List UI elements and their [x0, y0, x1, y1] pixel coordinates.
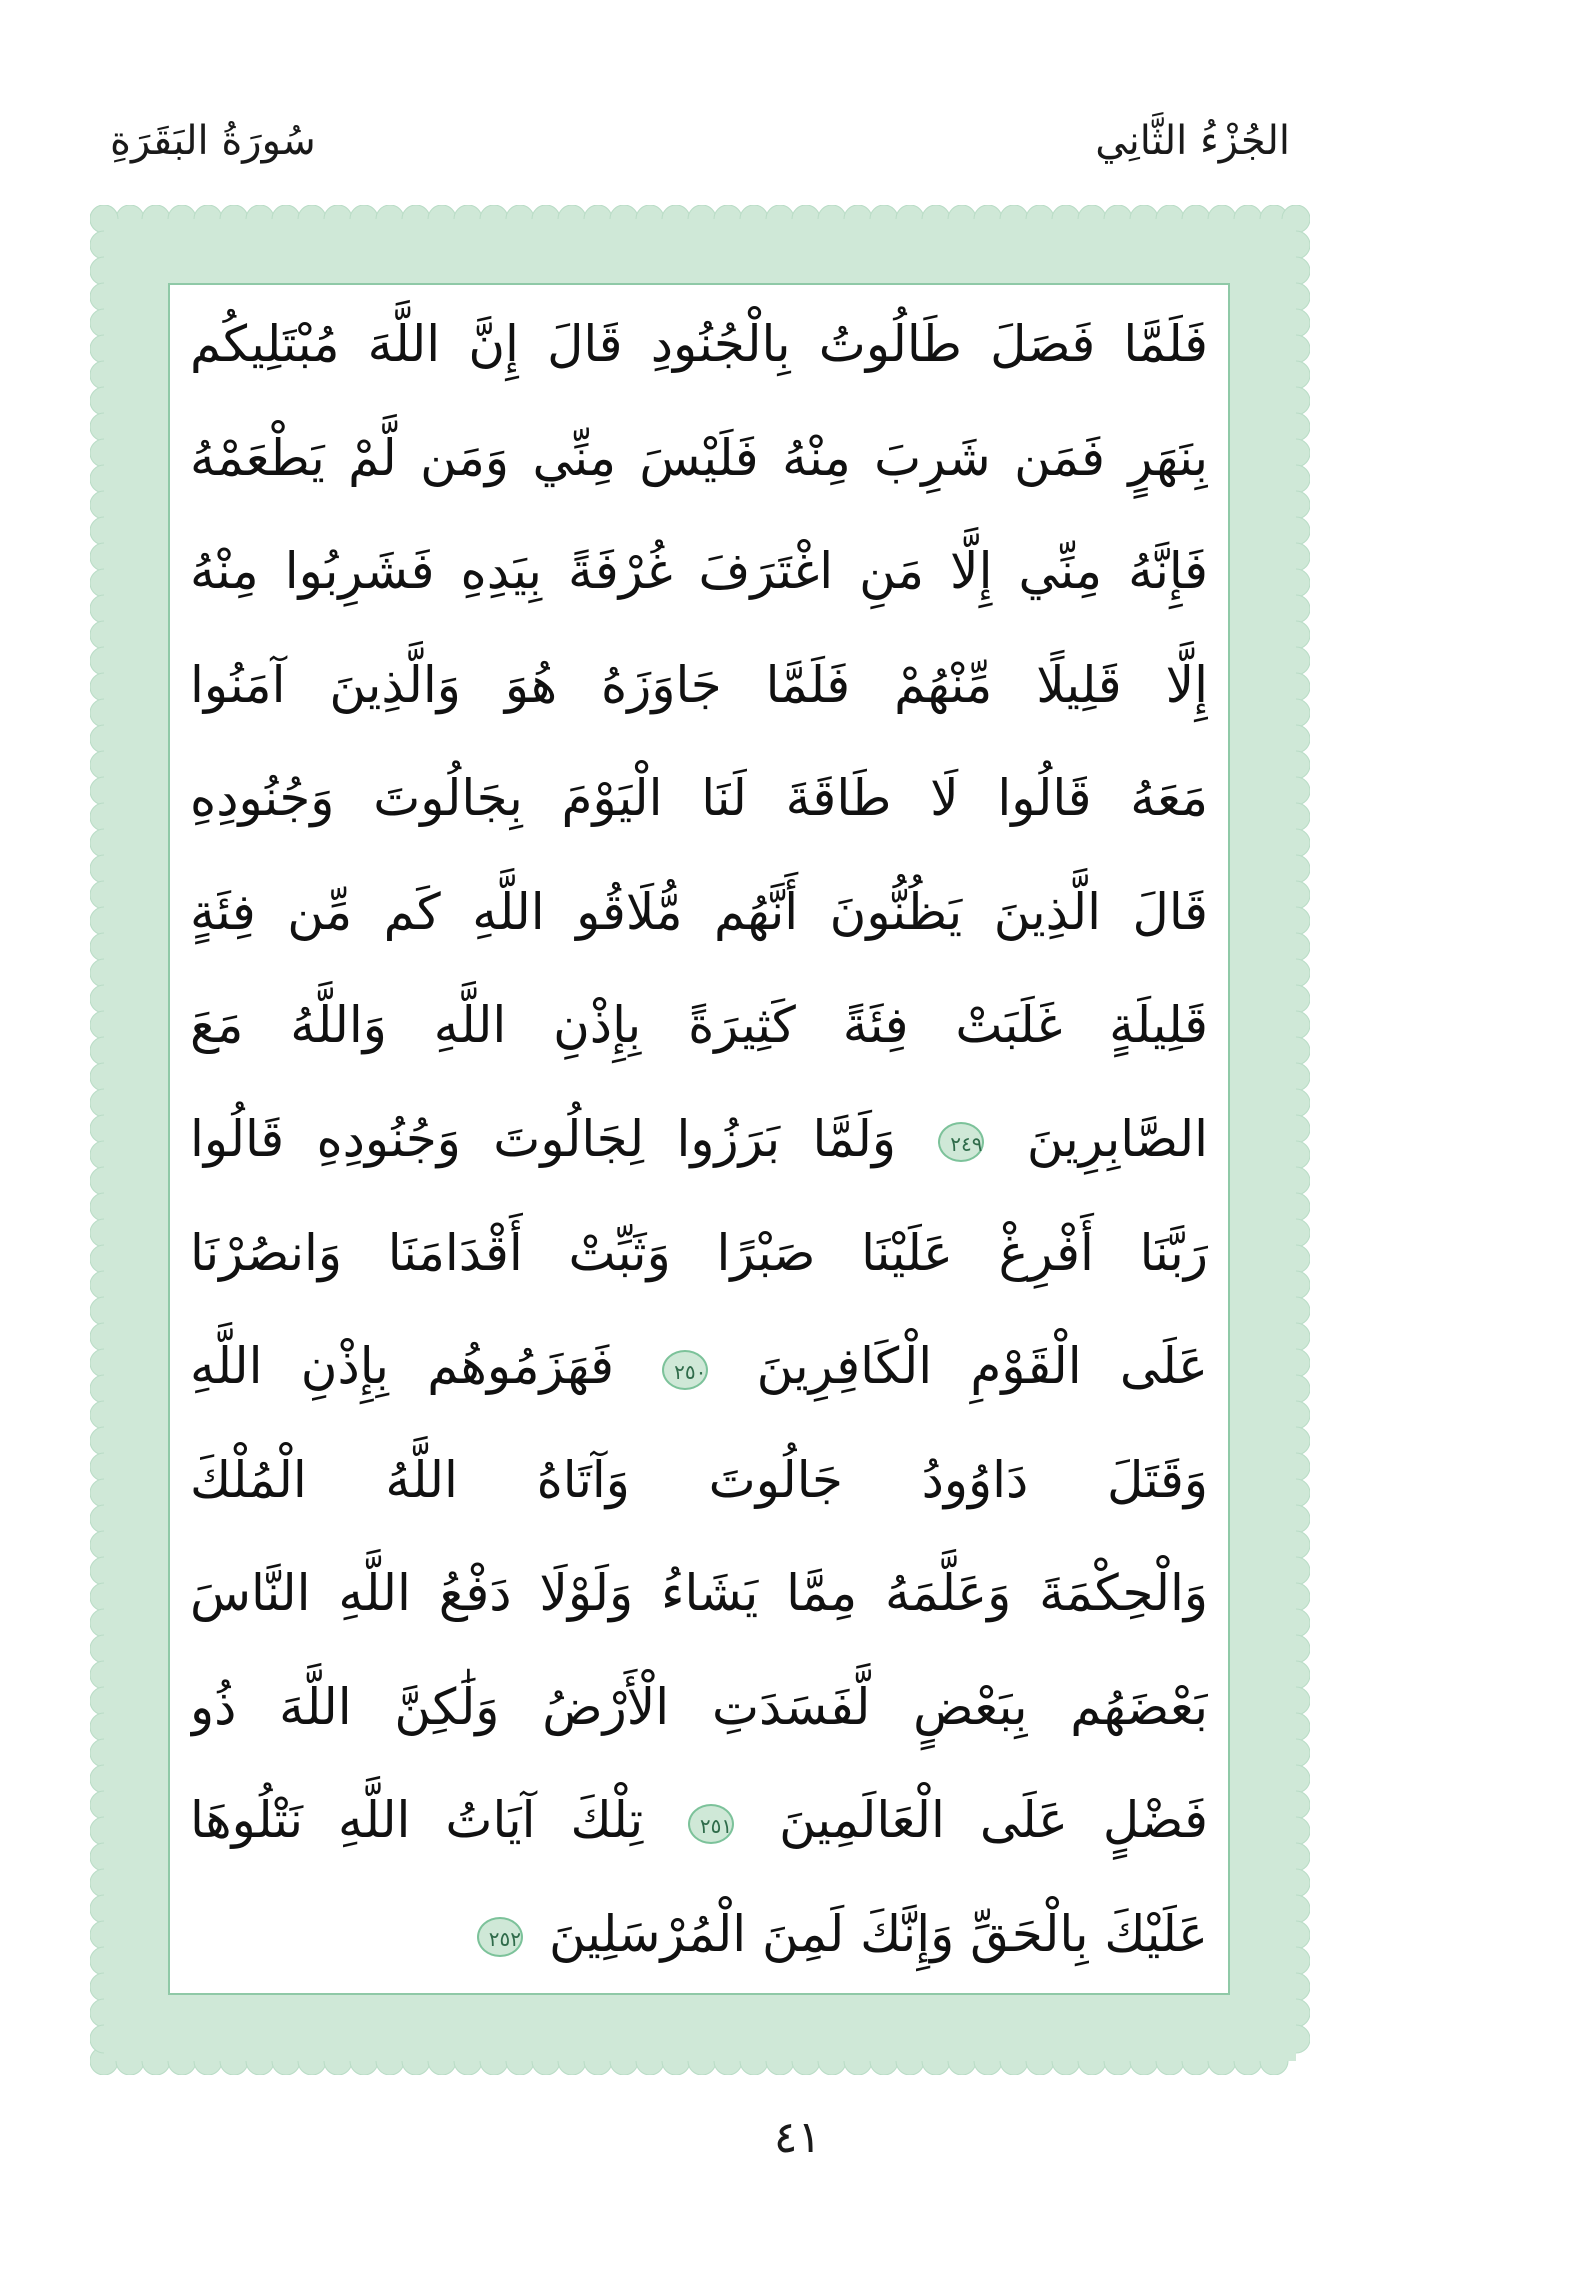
ayah-number-marker: ٢٥١ — [688, 1804, 734, 1844]
line-text-after: وَلَمَّا بَرَزُوا لِجَالُوتَ وَجُنُودِهِ قَالُوا — [190, 1109, 897, 1168]
page-number: ٤١ — [773, 2112, 822, 2163]
ayah-line — [190, 638, 1208, 732]
line-text: قَلِيلَةٍ غَلَبَتْ فِئَةً كَثِيرَةً بِإِذْنِ اللَّهِ وَاللَّهُ مَعَ — [190, 996, 1208, 1055]
line-text-before: عَلَى الْقَوْمِ الْكَافِرِينَ — [756, 1337, 1208, 1396]
page-header — [0, 118, 1595, 188]
ayah-number-marker: ٢٥٢ — [477, 1917, 523, 1957]
ayah-line — [190, 1546, 1208, 1640]
line-text-after: تِلْكَ آيَاتُ اللَّهِ نَتْلُوهَا — [190, 1791, 644, 1850]
surah-name: سُورَةُ البَقَرَةِ — [110, 118, 316, 164]
ayah-number-marker: ٢٥٠ — [662, 1350, 708, 1390]
line-text: فَلَمَّا فَصَلَ طَالُوتُ بِالْجُنُودِ قَالَ إِنَّ اللَّهَ مُبْتَلِيكُم — [190, 315, 1208, 373]
ayah-line — [190, 1887, 1208, 1981]
ayah-line — [190, 978, 1208, 1072]
line-text-after: فَهَزَمُوهُم بِإِذْنِ اللَّهِ — [190, 1337, 615, 1396]
ayah-line — [190, 411, 1208, 505]
ayah-line — [190, 1319, 1208, 1413]
line-text-before: عَلَيْكَ بِالْحَقِّ وَإِنَّكَ لَمِنَ الْمُرْسَلِينَ — [548, 1904, 1208, 1963]
line-text: وَالْحِكْمَةَ وَعَلَّمَهُ مِمَّا يَشَاءُ وَلَوْلَا دَفْعُ اللَّهِ النَّاسَ — [190, 1564, 1208, 1623]
ayah-line — [190, 1773, 1208, 1867]
line-text: فَإِنَّهُ مِنِّي إِلَّا مَنِ اغْتَرَفَ غُرْفَةً بِيَدِهِ فَشَرِبُوا مِنْهُ — [190, 542, 1208, 601]
ayah-line — [190, 297, 1208, 391]
ayah-line — [190, 1092, 1208, 1186]
ayah-lines — [190, 297, 1208, 1981]
line-text: إِلَّا قَلِيلًا مِّنْهُمْ فَلَمَّا جَاوَزَهُ هُوَ وَالَّذِينَ آمَنُوا — [190, 655, 1208, 714]
mushaf-frame — [90, 205, 1310, 2075]
line-text-before: فَضْلٍ عَلَى الْعَالَمِينَ — [779, 1791, 1208, 1850]
line-text-before: الصَّابِرِينَ — [1026, 1109, 1208, 1168]
line-text: مَعَهُ قَالُوا لَا طَاقَةَ لَنَا الْيَوْمَ بِجَالُوتَ وَجُنُودِهِ — [190, 769, 1208, 828]
text-panel — [168, 283, 1230, 1995]
line-text: بَعْضَهُم بِبَعْضٍ لَّفَسَدَتِ الْأَرْضُ وَلَٰكِنَّ اللَّهَ ذُو — [190, 1677, 1208, 1736]
ayah-number-marker: ٢٤٩ — [938, 1122, 984, 1162]
line-text: وَقَتَلَ دَاوُودُ جَالُوتَ وَآتَاهُ اللَّهُ الْمُلْكَ — [190, 1450, 1208, 1509]
ayah-line — [190, 1206, 1208, 1300]
ayah-line — [190, 524, 1208, 618]
line-text: رَبَّنَا أَفْرِغْ عَلَيْنَا صَبْرًا وَثَبِّتْ أَقْدَامَنَا وَانصُرْنَا — [190, 1223, 1208, 1282]
ayah-line — [190, 1433, 1208, 1527]
ayah-line — [190, 1660, 1208, 1754]
juz-name: الجُزْءُ الثَّانِي — [1095, 118, 1290, 164]
ayah-line — [190, 865, 1208, 959]
line-text: قَالَ الَّذِينَ يَظُنُّونَ أَنَّهُم مُّلَاقُو اللَّهِ كَم مِّن فِئَةٍ — [190, 882, 1208, 941]
ayah-line — [190, 751, 1208, 845]
line-text: بِنَهَرٍ فَمَن شَرِبَ مِنْهُ فَلَيْسَ مِنِّي وَمَن لَّمْ يَطْعَمْهُ — [190, 428, 1208, 487]
